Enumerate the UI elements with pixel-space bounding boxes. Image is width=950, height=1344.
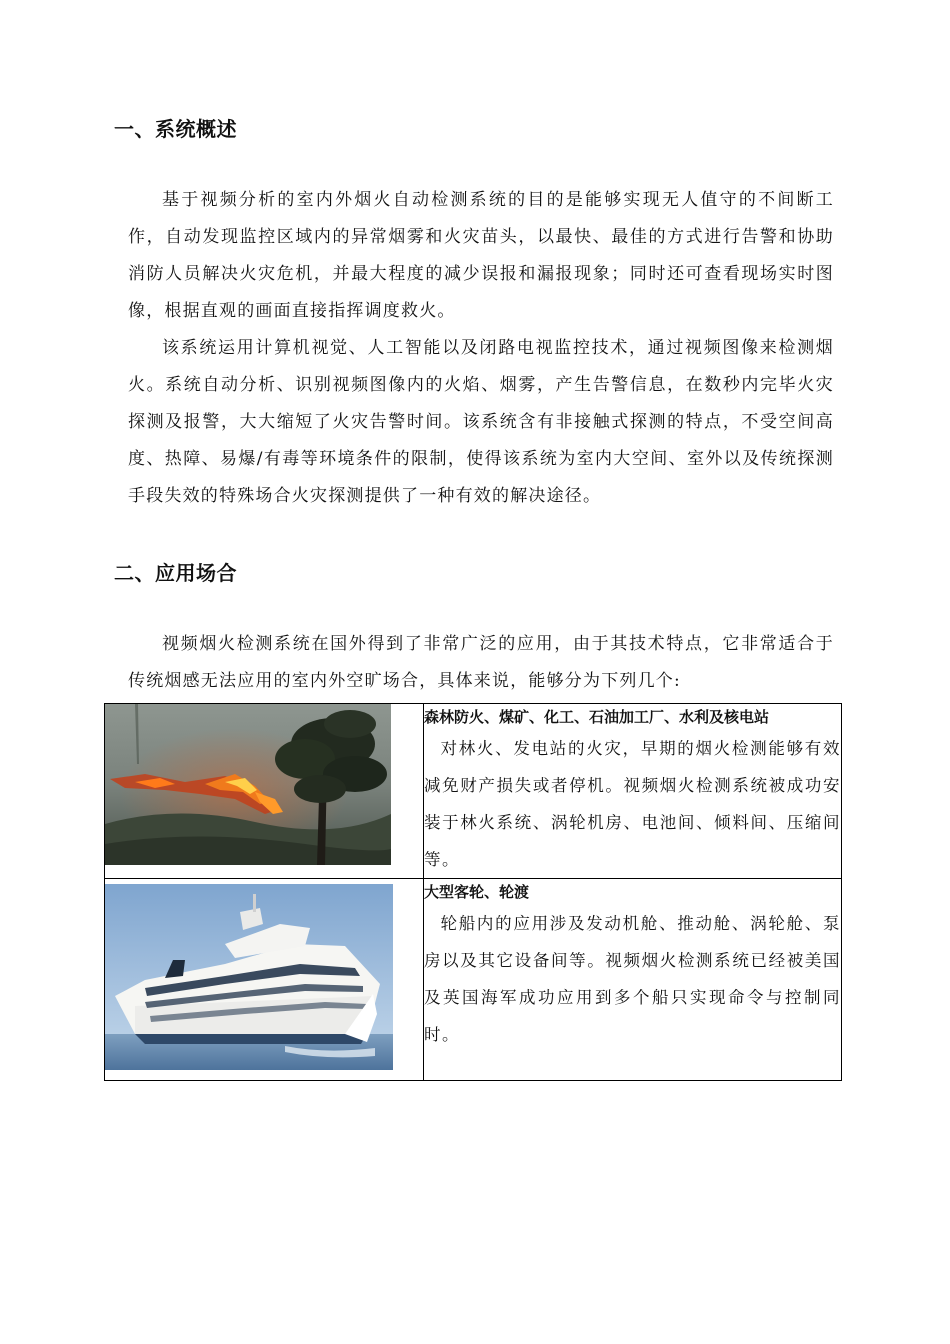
row-title: 大型客轮、轮渡	[424, 883, 530, 901]
row-body: 轮船内的应用涉及发动机舱、推动舱、涡轮舱、泵房以及其它设备间等。视频烟火检测系统已经被美国及英国海军成功应用到多个船只实现命令与控制同时。	[424, 914, 841, 1044]
row-title: 森林防火、煤矿、化工、石油加工厂、水利及核电站	[424, 708, 770, 726]
applications-intro-paragraph: 视频烟火检测系统在国外得到了非常广泛的应用，由于其技术特点，它非常适合于传统烟感无法应用的室内外空旷场合，具体来说，能够分为下列几个:	[128, 634, 834, 691]
image-cell	[105, 879, 424, 1081]
section-heading-applications: 二、应用场合	[114, 561, 237, 585]
text-cell	[424, 879, 842, 1081]
applications-table	[104, 703, 842, 1081]
cruise-ship-photo	[105, 884, 393, 1070]
overview-paragraph-2: 该系统运用计算机视觉、人工智能以及闭路电视监控技术，通过视频图像来检测烟火。系统自动分析、识别视频图像内的火焰、烟雾，产生告警信息，在数秒内完毕火灾探测及报警，大大缩短了火灾告警时间。该系统含有非接触式探测的特点，不受空间高度、热障、易爆/有毒等环境条件的限制，使得该系统为室内大空间、室外以及传统探测手段失效的特殊场合火灾探测提供了一种有效的解决途径。	[128, 338, 834, 506]
overview-paragraph-1: 基于视频分析的室内外烟火自动检测系统的目的是能够实现无人值守的不间断工作，自动发现监控区域内的异常烟雾和火灾苗头，以最快、最佳的方式进行告警和协助消防人员解决火灾危机，并最大程度的减少误报和漏报现象；同时还可查看现场实时图像，根据直观的画面直接指挥调度救火。	[128, 190, 834, 321]
text-cell	[424, 704, 842, 879]
table-row	[105, 879, 842, 1081]
row-body: 对林火、发电站的火灾，早期的烟火检测能够有效减免财产损失或者停机。视频烟火检测系统被成功安装于林火系统、涡轮机房、电池间、倾料间、压缩间等。	[424, 739, 841, 869]
section-heading-overview: 一、系统概述	[114, 117, 237, 141]
image-cell	[105, 704, 424, 879]
table-row	[105, 704, 842, 879]
forest-fire-photo	[105, 704, 391, 865]
